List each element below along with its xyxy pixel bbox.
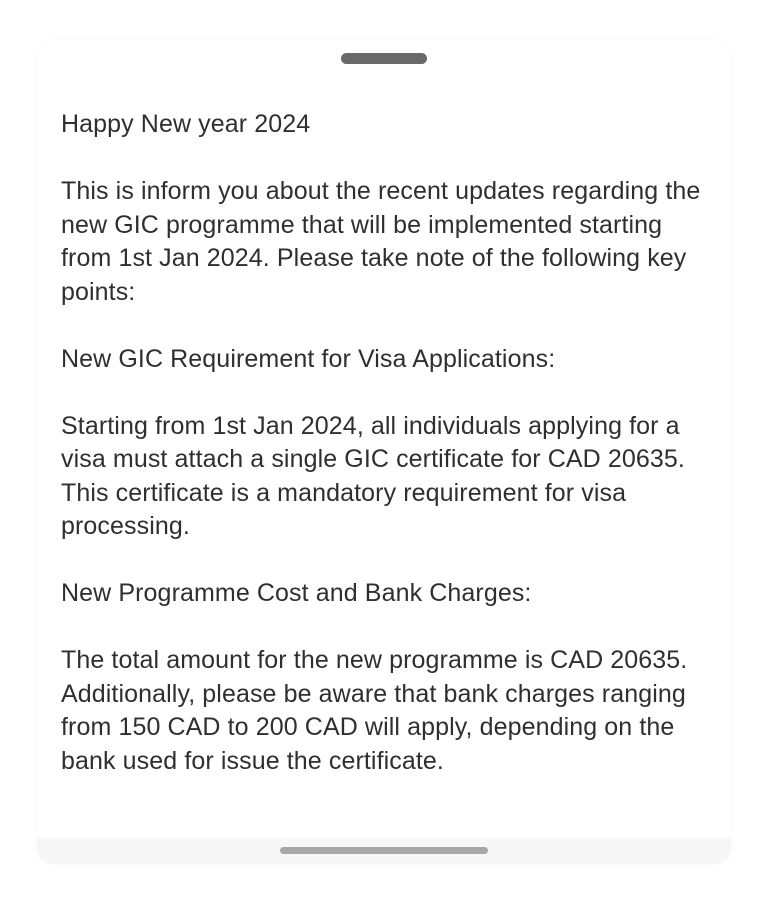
text-line: This is inform you about the recent updates regarding the — [61, 177, 701, 205]
paragraph — [61, 410, 721, 544]
text-line: New GIC Requirement for Visa Applications: — [61, 344, 556, 373]
text-line: points: — [61, 277, 136, 306]
system-navigation-bar — [37, 838, 731, 864]
paragraph — [61, 343, 721, 377]
text-line: Happy New year 2024 — [61, 110, 311, 138]
drag-handle-icon[interactable] — [341, 53, 427, 64]
text-line: Starting from 1st Jan 2024, all individuals applying for a — [61, 411, 680, 440]
text-line: This certificate is a mandatory requirement for visa — [61, 478, 627, 507]
text-line: The total amount for the new programme is CAD 20635. — [61, 646, 688, 674]
text-line: bank used for issue the certificate. — [61, 746, 444, 775]
text-line: Additionally, please be aware that bank charges ranging — [61, 679, 686, 708]
message-text — [61, 108, 721, 778]
text-line: new GIC programme that will be implemented starting — [61, 210, 663, 239]
paragraph — [61, 175, 721, 309]
text-line: New Programme Cost and Bank Charges: — [61, 579, 532, 607]
paragraph — [61, 577, 721, 611]
text-line: from 1st Jan 2024. Please take note of the following key — [61, 244, 687, 272]
message-sheet — [37, 40, 731, 864]
text-line: processing. — [61, 512, 190, 540]
paragraph — [61, 644, 721, 778]
home-indicator[interactable] — [280, 847, 488, 854]
paragraph — [61, 108, 721, 142]
text-line: from 150 CAD to 200 CAD will apply, depending on the — [61, 713, 675, 741]
text-line: visa must attach a single GIC certificate for CAD 20635. — [61, 445, 685, 473]
